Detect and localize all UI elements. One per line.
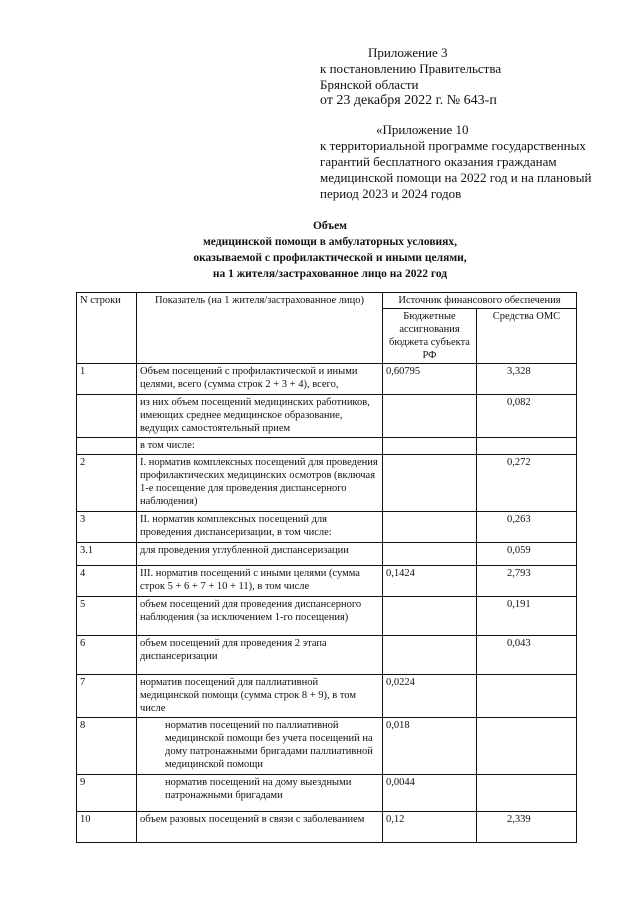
row-oms-value: 0,059 [477, 543, 577, 566]
row-indicator-cell: объем разовых посещений в связи с заболеванием [137, 812, 383, 843]
row-oms-value: 2,793 [477, 566, 577, 597]
header-funding-source: Источник финансового обеспечения [383, 293, 577, 309]
row-budget-value [383, 512, 477, 543]
row-oms-value: 0,082 [477, 395, 577, 438]
row-oms-value: 0,191 [477, 597, 577, 636]
row-indicator-cell: норматив посещений для паллиативной медицинской помощи (сумма строк 8 + 9), в том числе [137, 675, 383, 718]
table-row [77, 438, 577, 455]
table-row [77, 775, 577, 812]
row-budget-value [383, 636, 477, 675]
row-budget-value [383, 395, 477, 438]
row-budget-value: 0,60795 [383, 364, 477, 395]
appendix-program-header [320, 122, 600, 202]
row-oms-value: 0,263 [477, 512, 577, 543]
header-budget: Бюджетные ассигнования бюджета субъекта РФ [383, 309, 477, 364]
row-oms-value: 0,272 [477, 455, 577, 512]
row-oms-value [477, 775, 577, 812]
row-oms-value [477, 675, 577, 718]
document-title [150, 218, 510, 282]
row-number-cell: 3.1 [77, 543, 137, 566]
volume-table [76, 292, 577, 843]
row-indicator-cell: в том числе: [137, 438, 383, 455]
title-line: на 1 жителя/застрахованное лицо на 2022 год [212, 268, 448, 280]
row-number-cell: 7 [77, 675, 137, 718]
row-number-cell: 10 [77, 812, 137, 843]
table-header-row [77, 293, 577, 309]
appendix2-line: гарантий бесплатного оказания гражданам [320, 154, 557, 169]
table-row [77, 566, 577, 597]
row-indicator-cell: норматив посещений на дому выездными патронажными бригадами [137, 775, 383, 812]
row-number-cell: 1 [77, 364, 137, 395]
appendix-resolution: к постановлению Правительства [320, 61, 502, 76]
table-row [77, 543, 577, 566]
row-oms-value [477, 718, 577, 775]
appendix-number: Приложение 3 [368, 45, 448, 60]
table-row [77, 395, 577, 438]
table-row [77, 812, 577, 843]
row-budget-value: 0,018 [383, 718, 477, 775]
table-row [77, 636, 577, 675]
table-row [77, 718, 577, 775]
table-row [77, 364, 577, 395]
row-budget-value: 0,0224 [383, 675, 477, 718]
row-oms-value: 3,328 [477, 364, 577, 395]
appendix2-line: медицинской помощи на 2022 год и на плановый [320, 170, 592, 185]
row-indicator-cell: норматив посещений по паллиативной медицинской помощи без учета посещений на дому патронажными бригадами паллиативной медицинской помощи [137, 718, 383, 775]
row-indicator-cell: III. норматив посещений с иными целями (сумма строк 5 + 6 + 7 + 10 + 11), в том числе [137, 566, 383, 597]
header-indicator: Показатель (на 1 жителя/застрахованное лицо) [137, 293, 383, 364]
table-row [77, 675, 577, 718]
row-indicator-cell: Объем посещений с профилактической и иными целями, всего (сумма строк 2 + 3 + 4), всего, [137, 364, 383, 395]
row-indicator-cell: I. норматив комплексных посещений для проведения профилактических медицинских осмотров (включая 1-е посещение для проведения диспансерного наблюдения) [137, 455, 383, 512]
appendix-header [320, 45, 620, 109]
row-number-cell: 8 [77, 718, 137, 775]
row-number-cell: 9 [77, 775, 137, 812]
row-budget-value [383, 597, 477, 636]
row-indicator-cell: для проведения углубленной диспансеризации [137, 543, 383, 566]
row-number-cell: 6 [77, 636, 137, 675]
row-budget-value: 0,1424 [383, 566, 477, 597]
header-oms: Средства ОМС [477, 309, 577, 364]
title-line: Объем [312, 220, 348, 232]
row-oms-value [477, 438, 577, 455]
appendix-region: Брянской области [320, 77, 419, 92]
row-number-cell [77, 395, 137, 438]
table-row [77, 455, 577, 512]
table-row [77, 597, 577, 636]
row-number-cell: 2 [77, 455, 137, 512]
appendix-date: от 23 декабря 2022 г. № 643-п [320, 93, 497, 108]
title-line: оказываемой с профилактической и иными целями, [193, 252, 467, 264]
row-oms-value: 2,339 [477, 812, 577, 843]
header-row-number: N строки [77, 293, 137, 364]
appendix2-line: период 2023 и 2024 годов [320, 186, 462, 201]
row-indicator-cell: объем посещений для проведения диспансерного наблюдения (за исключением 1-го посещения) [137, 597, 383, 636]
table-row [77, 512, 577, 543]
appendix2-line: «Приложение 10 [376, 122, 469, 137]
row-number-cell: 5 [77, 597, 137, 636]
row-number-cell: 4 [77, 566, 137, 597]
row-budget-value: 0,0044 [383, 775, 477, 812]
row-budget-value [383, 543, 477, 566]
row-number-cell [77, 438, 137, 455]
row-budget-value [383, 455, 477, 512]
row-indicator-cell: объем посещений для проведения 2 этапа диспансеризации [137, 636, 383, 675]
row-budget-value [383, 438, 477, 455]
appendix2-line: к территориальной программе государственных [320, 138, 586, 153]
row-number-cell: 3 [77, 512, 137, 543]
row-budget-value: 0,12 [383, 812, 477, 843]
row-indicator-cell: II. норматив комплексных посещений для проведения диспансеризации, в том числе: [137, 512, 383, 543]
row-oms-value: 0,043 [477, 636, 577, 675]
title-line: медицинской помощи в амбулаторных условиях, [202, 236, 458, 248]
row-indicator-cell: из них объем посещений медицинских работников, имеющих среднее медицинское образование, ведущих самостоятельный прием [137, 395, 383, 438]
